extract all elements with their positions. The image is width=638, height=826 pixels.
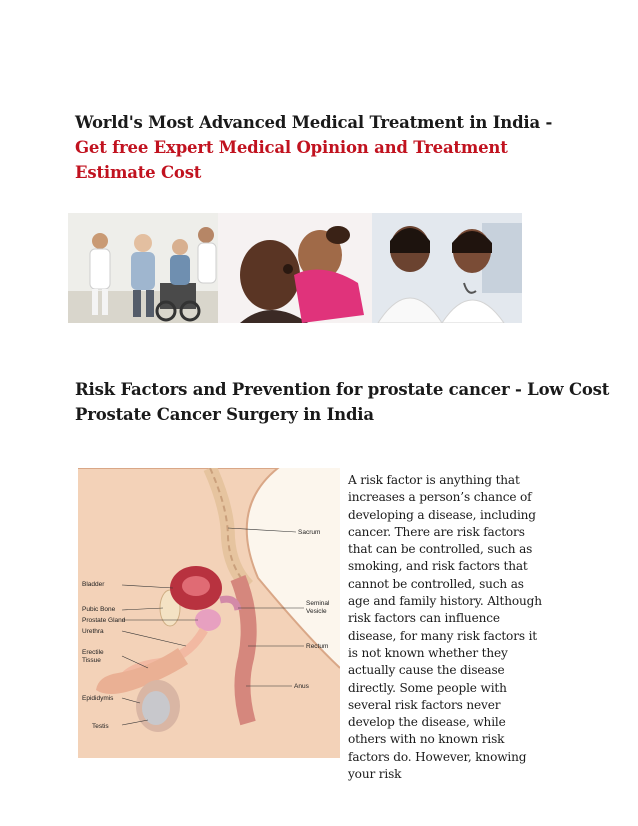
label-testis: Testis: [92, 723, 109, 730]
section-heading: Risk Factors and Prevention for prostate cancer - Low Cost Prostate Cancer Surgery in India: [75, 380, 610, 424]
label-anus: Anus: [294, 683, 309, 690]
female-doctors-photo: [372, 213, 522, 323]
medical-photo-strip: [68, 213, 522, 323]
label-vesicle: Vesicle: [306, 608, 327, 615]
father-child-photo: [218, 213, 372, 323]
main-heading-text: World's Most Advanced Medical Treatment in India -: [75, 113, 553, 132]
label-urethra: Urethra: [82, 628, 104, 635]
label-seminal: Seminal: [306, 600, 330, 607]
label-bladder: Bladder: [82, 581, 105, 588]
label-tissue: Tissue: [82, 657, 101, 664]
main-heading-highlight: Get free Expert Medical Opinion and Treatment Estimate Cost: [75, 138, 508, 182]
label-pubic-bone: Pubic Bone: [82, 606, 116, 613]
label-erectile: Erectile: [82, 649, 104, 656]
label-epididymis: Epididymis: [82, 695, 114, 702]
label-prostate-gland: Prostate Gland: [82, 617, 126, 624]
risk-factor-paragraph: A risk factor is anything that increases a person’s chance of developing a disease, including cancer. There are risk factors that can be controlled, such as smoking, and risk factors that cannot be controlled, such as age and family history. Although risk factors can influence disease, for many risk factors it is not known whether they actually cause the disease directly. Some people with several risk factors never develop the disease, while others with no known risk factors do. However, knowing your risk: [348, 473, 542, 782]
doctors-patients-photo: [68, 213, 218, 323]
main-heading: [75, 110, 555, 185]
label-sacrum: Sacrum: [298, 529, 321, 536]
label-rectum: Rectum: [306, 643, 329, 650]
prostate-anatomy-diagram: [78, 468, 340, 758]
